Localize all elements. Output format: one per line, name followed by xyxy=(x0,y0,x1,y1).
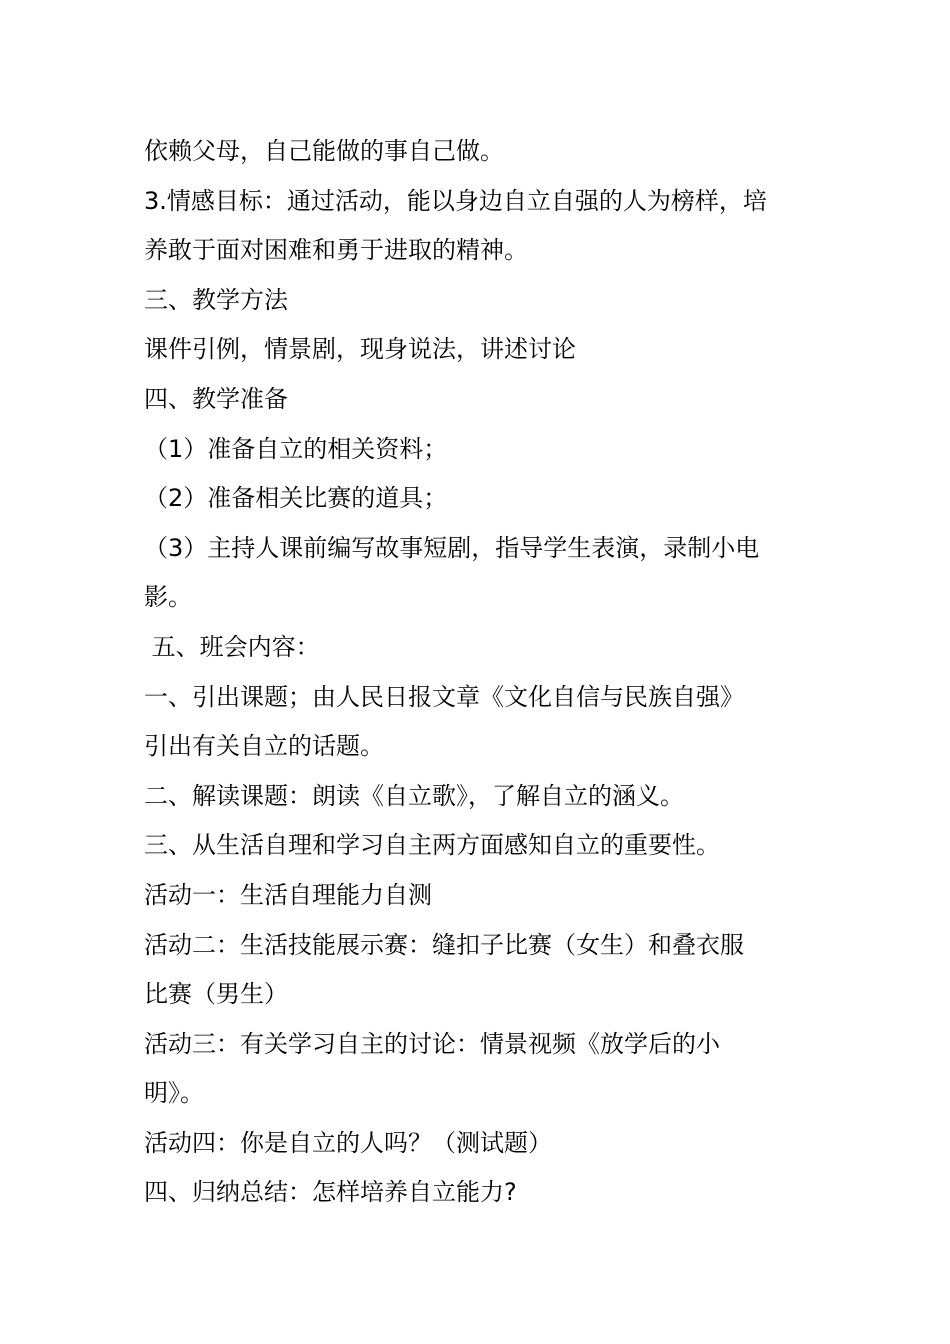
activity-line: 活动一：生活自理能力自测 xyxy=(144,880,432,909)
text-line: 课件引例，情景剧，现身说法，讲述讨论 xyxy=(144,335,576,364)
text-line: 依赖父母，自己能做的事自己做。 xyxy=(144,137,504,165)
text-line: 一、引出课题；由人民日报文章《文化自信与民族自强》 xyxy=(144,682,744,711)
text-line: 四、归纳总结：怎样培养自立能力? xyxy=(144,1178,517,1207)
text-line: 明》。 xyxy=(144,1079,204,1108)
text-line: 引出有关自立的话题。 xyxy=(144,732,384,761)
activity-line: 活动四：你是自立的人吗？（测试题） xyxy=(144,1128,552,1157)
text-line: 二、解读课题：朗读《自立歌》，了解自立的涵义。 xyxy=(144,781,684,810)
list-item: （1）准备自立的相关资料； xyxy=(144,434,448,463)
text-line: 三、从生活自理和学习自主两方面感知自立的重要性。 xyxy=(144,831,720,860)
activity-line: 活动三：有关学习自主的讨论：情景视频《放学后的小 xyxy=(144,1029,720,1058)
text-line: 3.情感目标：通过活动，能以身边自立自强的人为榜样，培 xyxy=(144,186,767,215)
section-heading: 五、班会内容： xyxy=(144,632,320,661)
section-heading: 四、教学准备 xyxy=(144,384,288,413)
list-item: （3）主持人课前编写故事短剧，指导学生表演，录制小电 xyxy=(144,533,760,562)
text-line: 养敢于面对困难和勇于进取的精神。 xyxy=(144,236,528,265)
text-line: 比赛（男生） xyxy=(144,980,288,1009)
text-line: 影。 xyxy=(144,583,192,612)
document-body xyxy=(144,127,814,1218)
section-heading: 三、教学方法 xyxy=(144,285,288,314)
list-item: （2）准备相关比赛的道具； xyxy=(144,484,448,513)
activity-line: 活动二：生活技能展示赛：缝扣子比赛（女生）和叠衣服 xyxy=(144,930,744,959)
